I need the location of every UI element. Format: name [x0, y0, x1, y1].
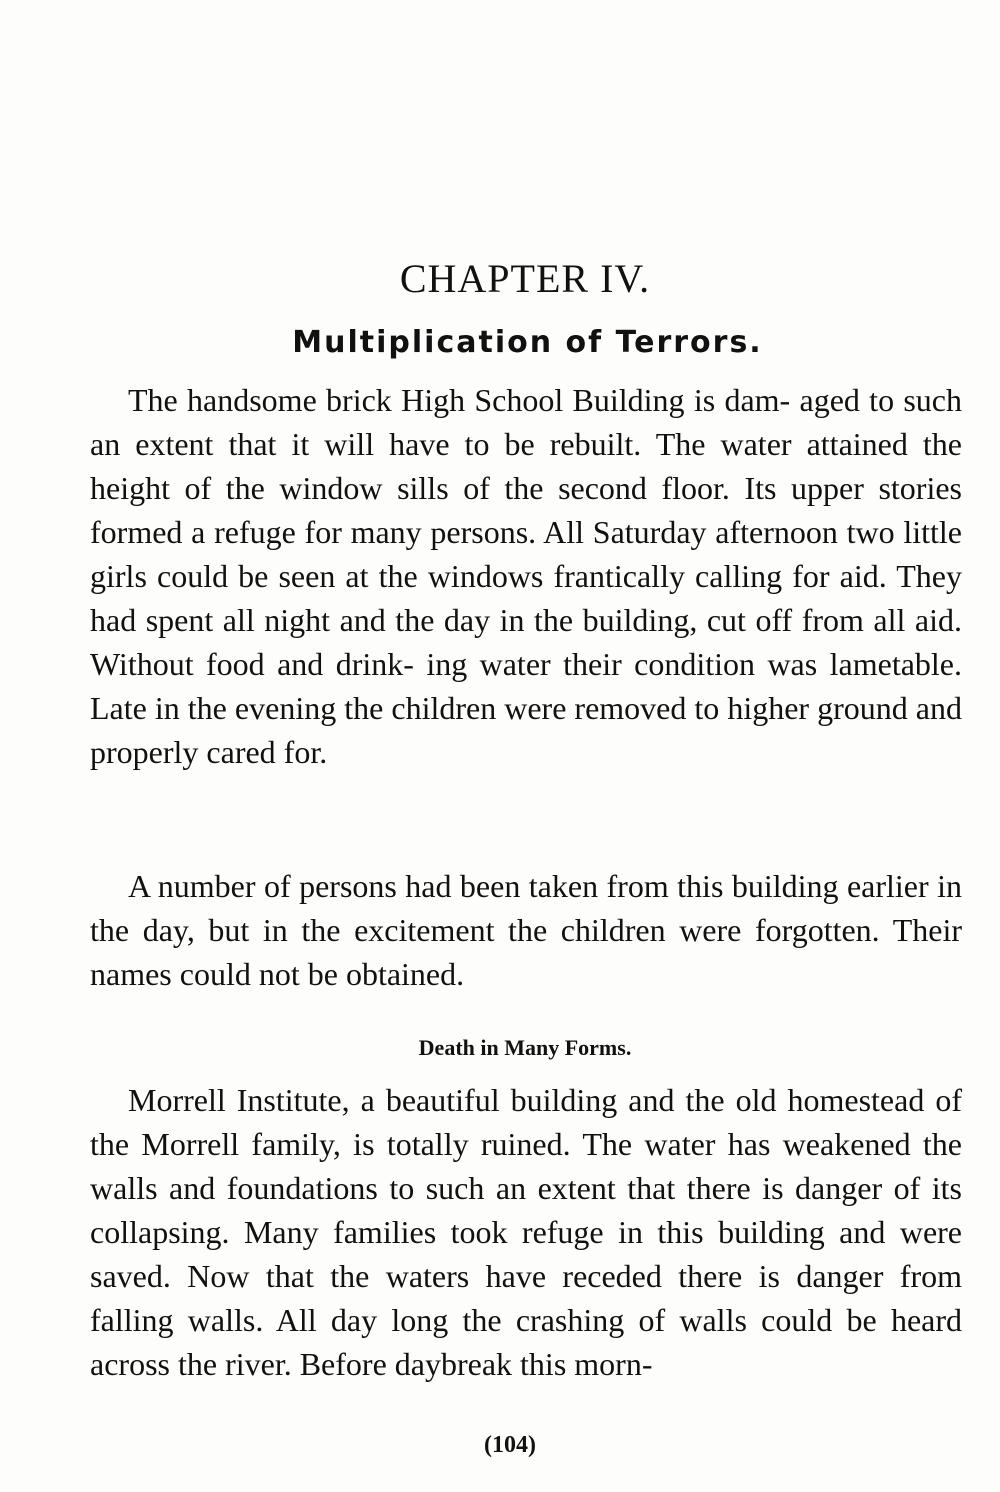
chapter-subtitle: Multiplication of Terrors.: [292, 325, 763, 360]
paragraph-morrell-institute: Morrell Institute, a beautiful building and the old homestead of the Morrell family, is totally ruined. The water has weakened the walls and foundations to such an extent that there is danger of its collapsing. Many families took refuge in this building and were saved. Now that the waters have receded there is danger from falling walls. All day long the crashing of walls could be heard across the river. Before daybreak this morn-: [90, 1082, 962, 1382]
chapter-title: CHAPTER IV.: [399, 256, 651, 301]
section-heading: Death in Many Forms.: [418, 1035, 632, 1060]
paragraph-high-school: The handsome brick High School Building is dam- aged to such an extent that it will have to be rebuilt. The water attained the height of the window sills of the second floor. Its upper stories formed a refuge for many persons. All Saturday afternoon two little girls could be seen at the windows frantically calling for aid. They had spent all night and the day in the building, cut off from all aid. Without food and drink- ing water their condition was lametable. Late in the evening the children were removed to higher ground and properly cared for.: [90, 382, 962, 770]
page-number: (104): [484, 1432, 536, 1458]
paragraph-children-forgotten: A number of persons had been taken from this building earlier in the day, but in the excitement the children were forgotten. Their names could not be obtained.: [90, 868, 962, 992]
